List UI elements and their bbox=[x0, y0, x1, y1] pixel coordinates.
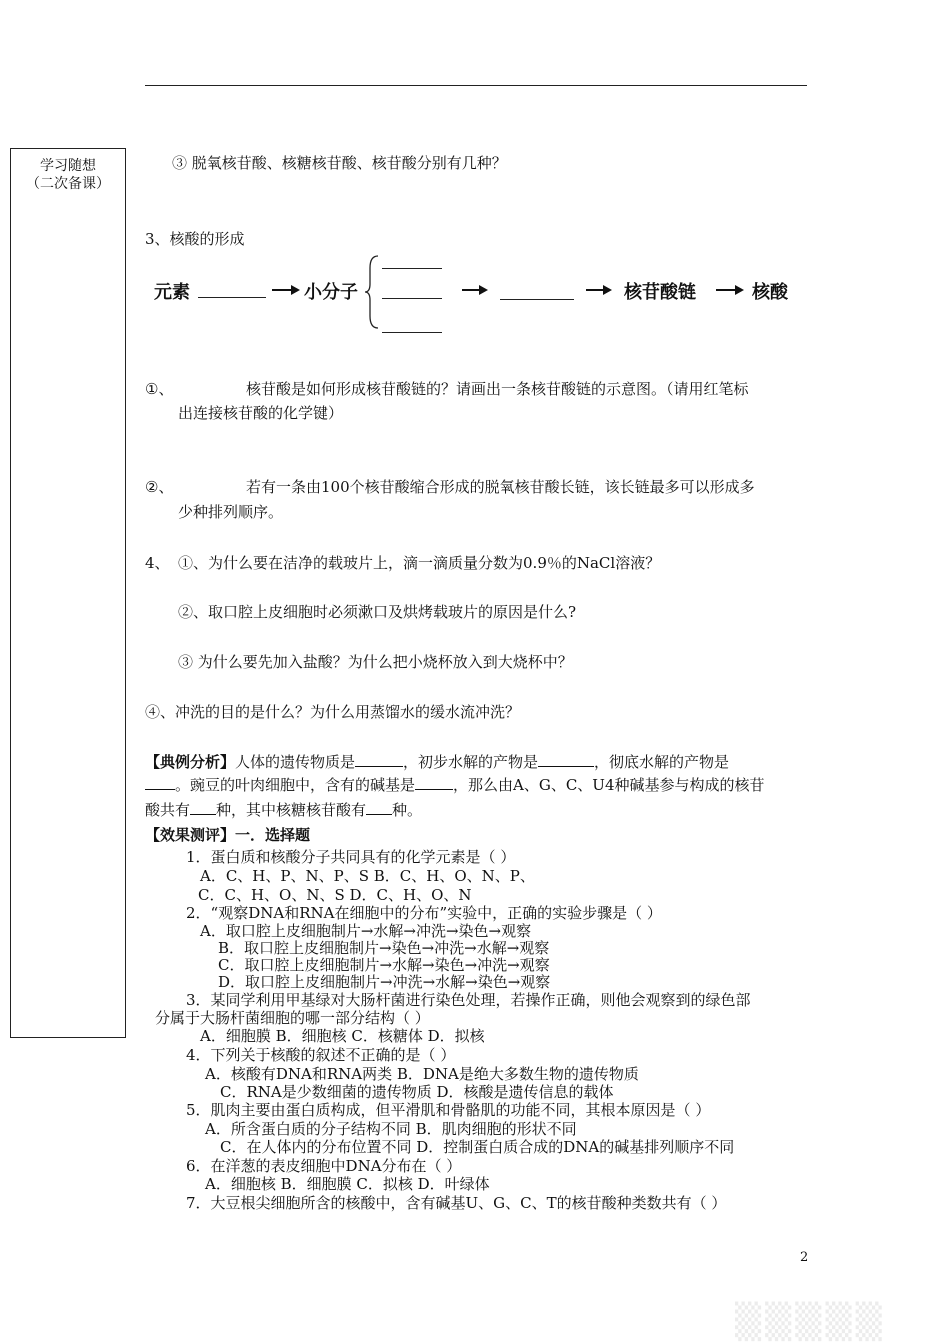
diagram-element-label: 元素 bbox=[154, 282, 190, 303]
example-blank-4 bbox=[415, 789, 453, 790]
section-3-title: 3、核酸的形成 bbox=[145, 230, 245, 248]
example-line-2 bbox=[145, 774, 765, 795]
question-2-option-a: A．取口腔上皮细胞制片→水解→冲洗→染色→观察 bbox=[200, 922, 532, 940]
test-tag: 【效果测评】 bbox=[145, 826, 236, 844]
question-4-1: ①、为什么要在洁净的载玻片上，滴一滴质量分数为0.9％的NaCl溶液？ bbox=[178, 554, 661, 572]
example-text-3: ，彻底水解的产物是 bbox=[594, 753, 730, 771]
example-blank-5 bbox=[190, 814, 216, 815]
example-text-1: 人体的遗传物质是 bbox=[235, 753, 356, 771]
page-number: 2 bbox=[800, 1250, 809, 1265]
question-1: 1．蛋白质和核酸分子共同具有的化学元素是（ ） bbox=[186, 848, 516, 866]
question-4-number: 4、 bbox=[145, 554, 170, 572]
example-text-6: 酸共有 bbox=[145, 801, 191, 819]
sidebar-subtitle: （二次备课） bbox=[26, 176, 110, 192]
diagram-arrow-1 bbox=[272, 289, 298, 291]
diagram-blank-3 bbox=[382, 332, 442, 333]
example-text-8: 种。 bbox=[392, 801, 423, 819]
item-1-text-line1: 核苷酸是如何形成核苷酸链的？请画出一条核苷酸链的示意图。（请用红笔标 bbox=[246, 380, 749, 398]
question-4-4: ④、冲洗的目的是什么？为什么用蒸馏水的缓水流冲洗？ bbox=[145, 703, 521, 721]
diagram-blank-element bbox=[198, 297, 266, 298]
example-blank-2 bbox=[538, 766, 594, 767]
notes-sidebar bbox=[10, 148, 126, 1038]
question-2-option-c: C．取口腔上皮细胞制片→水解→染色→冲洗→观察 bbox=[218, 956, 550, 974]
item-1-text-line2: 出连接核苷酸的化学键） bbox=[178, 404, 344, 422]
diagram-nucleic-acid-label: 核酸 bbox=[752, 282, 788, 303]
test-title: 一．选择题 bbox=[235, 826, 311, 844]
question-1-options-ab: A．C、H、P、N、P、S B．C、H、O、N、P、 bbox=[200, 867, 535, 885]
question-2-option-b: B．取口腔上皮细胞制片→染色→冲洗→水解→观察 bbox=[218, 939, 550, 957]
question-4: 4．下列关于核酸的叙述不正确的是（ ） bbox=[186, 1046, 456, 1064]
header-rule bbox=[145, 85, 807, 86]
diagram-chain-label: 核苷酸链 bbox=[624, 282, 696, 303]
nucleic-acid-formation-diagram bbox=[150, 254, 810, 344]
question-3-options: A．细胞膜 B．细胞核 C．核糖体 D．拟核 bbox=[200, 1027, 485, 1045]
test-header bbox=[145, 824, 310, 845]
diagram-blank-1 bbox=[382, 268, 442, 269]
question-4-3: ③ 为什么要先加入盐酸？为什么把小烧杯放入到大烧杯中？ bbox=[178, 653, 573, 671]
example-blank-3 bbox=[145, 789, 175, 790]
diagram-small-molecule-label: 小分子 bbox=[304, 282, 358, 303]
question-5: 5．肌肉主要由蛋白质构成，但平滑肌和骨骼肌的功能不同，其根本原因是（ ） bbox=[186, 1101, 711, 1119]
item-1-number: ①、 bbox=[145, 380, 174, 398]
question-7: 7．大豆根尖细胞所含的核酸中，含有碱基U、G、C、T的核苷酸种类数共有（ ） bbox=[186, 1194, 727, 1212]
diagram-brace bbox=[364, 254, 382, 332]
diagram-arrow-3 bbox=[586, 289, 610, 291]
example-text-7: 种，其中核糖核苷酸有 bbox=[216, 801, 367, 819]
question-6-options: A．细胞核 B．细胞膜 C．拟核 D．叶绿体 bbox=[205, 1175, 490, 1193]
sidebar-title: 学习随想 bbox=[40, 158, 96, 174]
example-line-1 bbox=[145, 751, 729, 772]
question-4-options-ab: A．核酸有DNA和RNA两类 B．DNA是绝大多数生物的遗传物质 bbox=[205, 1065, 639, 1083]
example-tag: 【典例分析】 bbox=[145, 753, 236, 771]
item-2-text-line2: 少种排列顺序。 bbox=[178, 503, 284, 521]
question-2: 2．“观察DNA和RNA在细胞中的分布”实验中，正确的实验步骤是（ ） bbox=[186, 904, 662, 922]
diagram-arrow-4 bbox=[716, 289, 742, 291]
question-5-options-ab: A．所含蛋白质的分子结构不同 B．肌肉细胞的形状不同 bbox=[205, 1120, 577, 1138]
question-3-cont: 分属于大肠杆菌细胞的哪一部分结构（ ） bbox=[155, 1009, 430, 1027]
item-2-text-line1: 若有一条由100个核苷酸缩合形成的脱氧核苷酸长链，该长链最多可以形成多 bbox=[246, 478, 755, 496]
item-2-number: ②、 bbox=[145, 478, 174, 496]
example-text-4: 。豌豆的叶肉细胞中，含有的碱基是 bbox=[175, 776, 416, 794]
diagram-blank-4 bbox=[500, 299, 574, 300]
example-line-3 bbox=[145, 799, 422, 820]
diagram-blank-2 bbox=[382, 298, 442, 299]
question-4-options-cd: C．RNA是少数细菌的遗传物质 D．核酸是遗传信息的载体 bbox=[220, 1083, 614, 1101]
question-3: 3．某同学利用甲基绿对大肠杆菌进行染色处理，若操作正确，则他会观察到的绿色部 bbox=[186, 991, 751, 1009]
watermark: ▒▒▒▒▒ bbox=[735, 1302, 886, 1342]
example-text-5: ，那么由A、G、C、U4种碱基参与构成的核苷 bbox=[453, 776, 765, 794]
question-4-2: ②、取口腔上皮细胞时必须漱口及烘烤载玻片的原因是什么? bbox=[178, 603, 577, 621]
question-1-options-cd: C．C、H、O、N、S D．C、H、O、N bbox=[198, 886, 472, 904]
question-6: 6．在洋葱的表皮细胞中DNA分布在（ ） bbox=[186, 1157, 462, 1175]
example-blank-6 bbox=[366, 814, 392, 815]
question-2-option-d: D．取口腔上皮细胞制片→冲洗→水解→染色→观察 bbox=[218, 973, 551, 991]
question-5-options-cd: C．在人体内的分布位置不同 D．控制蛋白质合成的DNA的碱基排列顺序不同 bbox=[220, 1138, 735, 1156]
diagram-arrow-2 bbox=[462, 289, 486, 291]
question-3-line: ③ 脱氧核苷酸、核糖核苷酸、核苷酸分别有几种？ bbox=[172, 154, 507, 172]
example-text-2: ，初步水解的产物是 bbox=[403, 753, 539, 771]
example-blank-1 bbox=[355, 766, 403, 767]
